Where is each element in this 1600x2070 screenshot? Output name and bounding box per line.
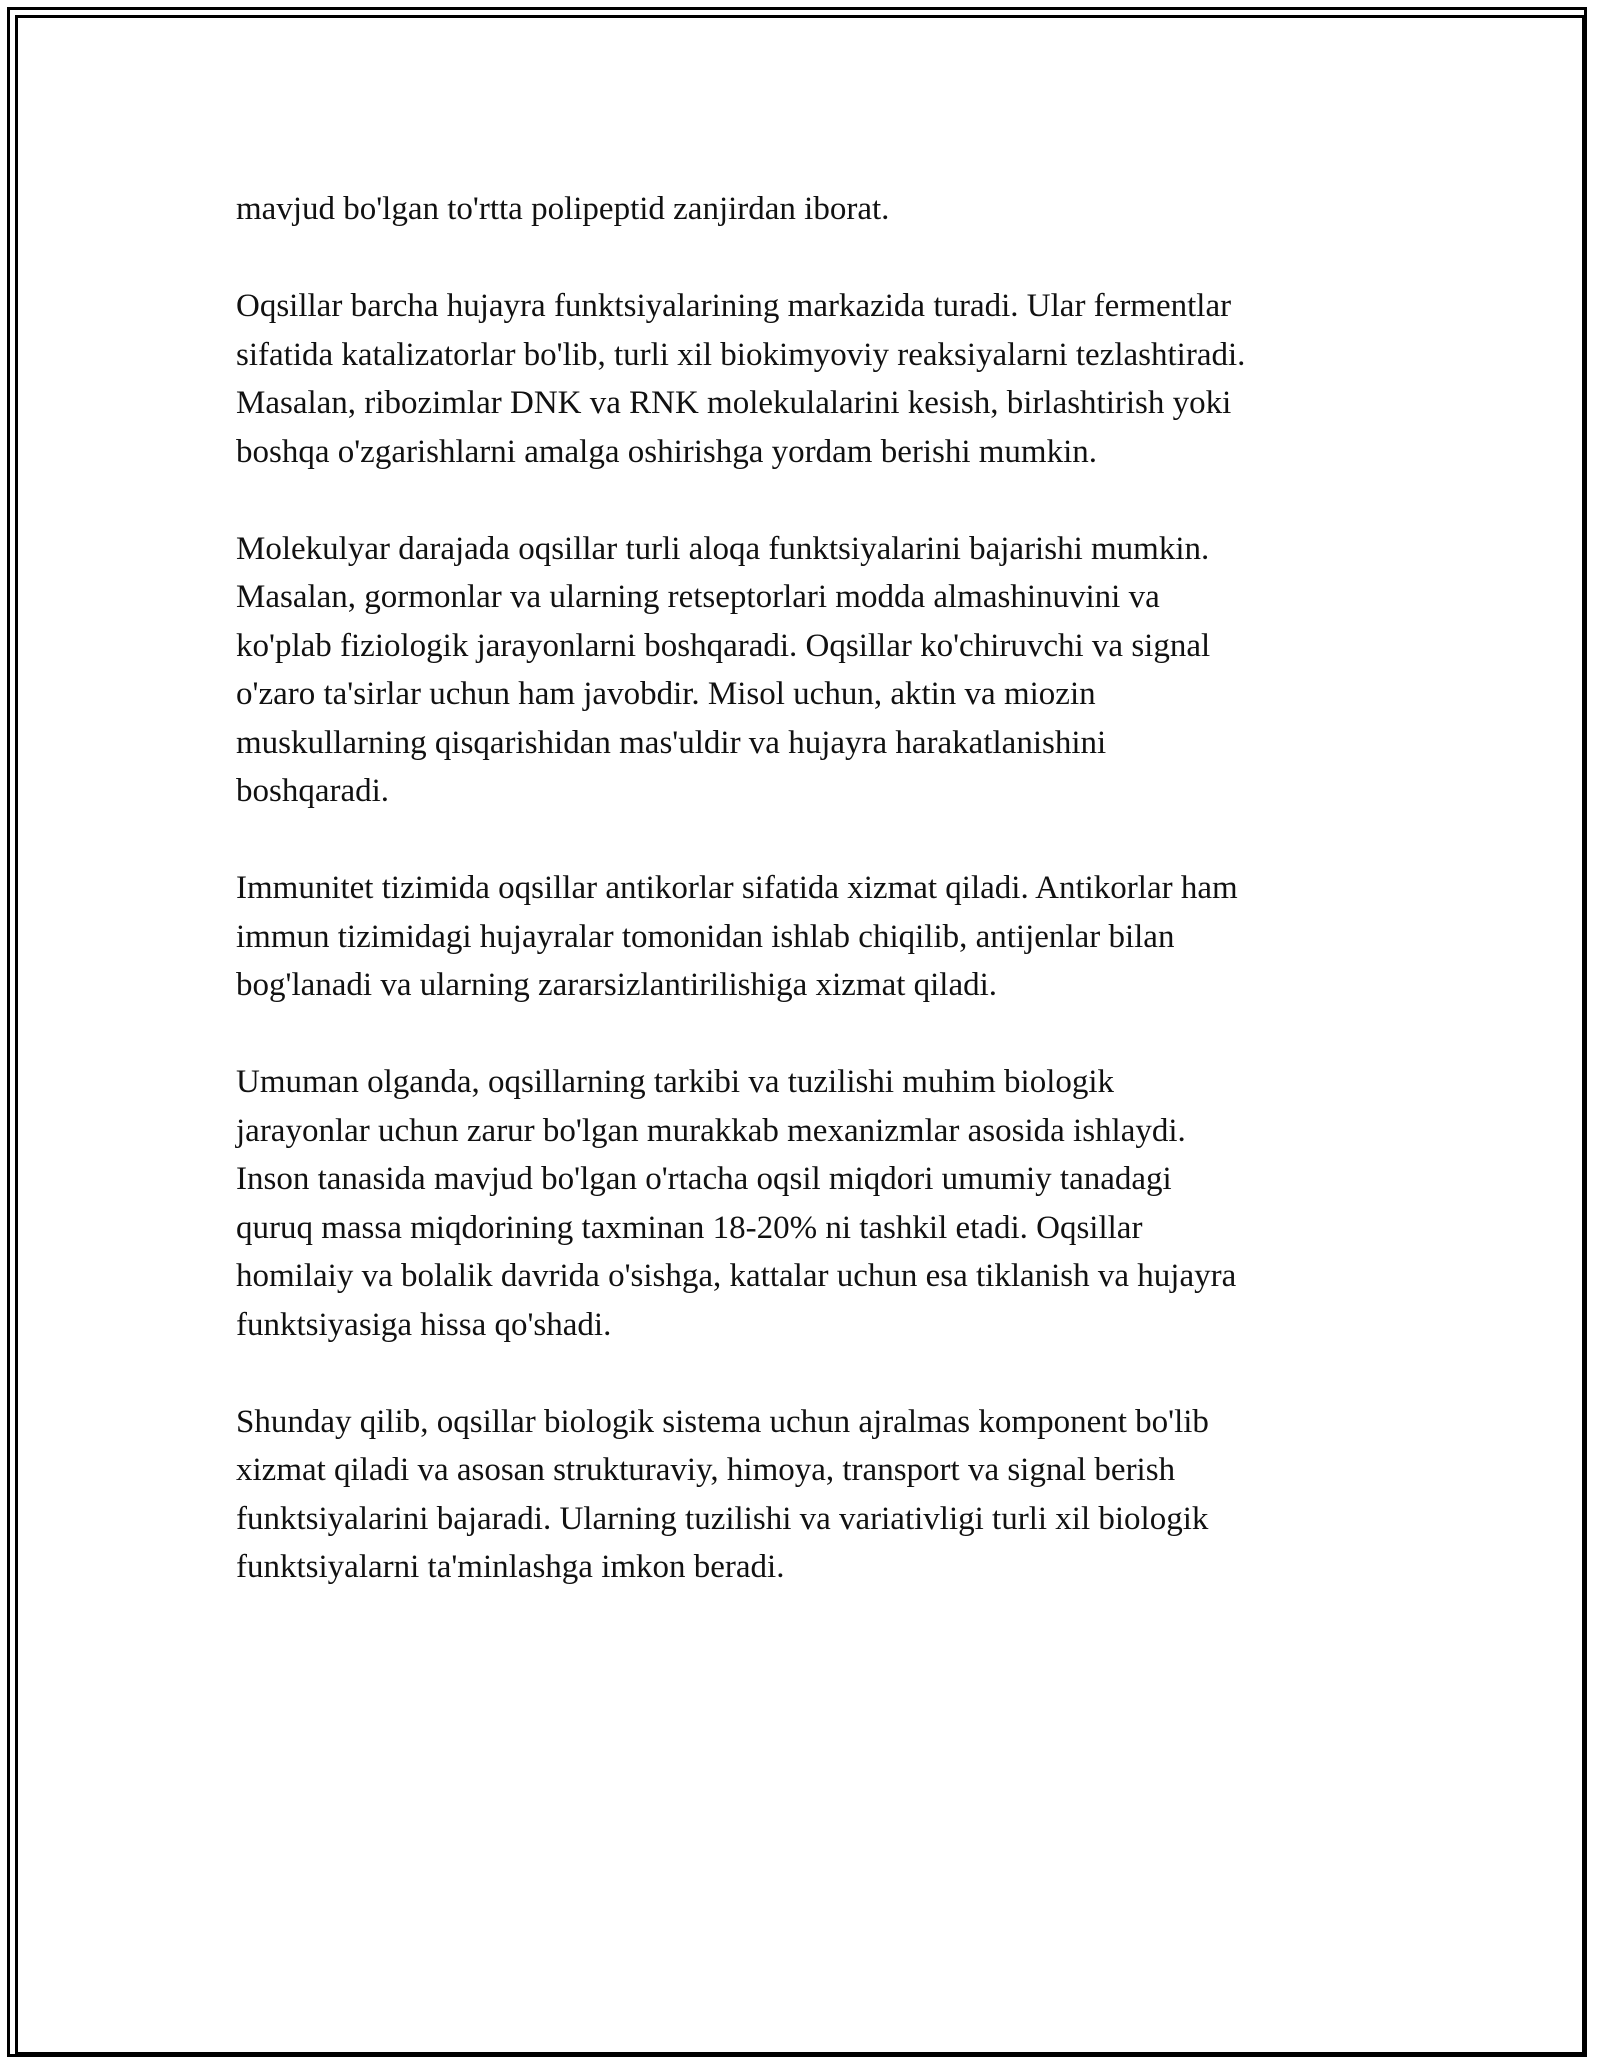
paragraph-2: Oqsillar barcha hujayra funktsiyalarining markazida turadi. Ular fermentlar sifatida katalizatorlar bo'lib, turli xil biokimyoviy reaksiyalarni tezlashtiradi. Masalan, ribozimlar DNK va RNK molekulalarini kesish, birlashtirish yoki boshqa o'zgarishlarni amalga oshirishga yordam berishi mumkin. <box>236 288 1246 470</box>
paragraph-3: Molekulyar darajada oqsillar turli aloqa funktsiyalarini bajarishi mumkin. Masalan, gormonlar va ularning retseptorlari modda almashinuvini va ko'plab fiziologik jarayonlarni boshqaradi. Oqsillar ko'chiruvchi va signal o'zaro ta'sirlar uchun ham javobdir. Misol uchun, aktin va miozin muskullarning qisqarishidan mas'uldir va hujayra harakatlanishini boshqaradi. <box>236 530 1211 809</box>
paragraph-5: Umuman olganda, oqsillarning tarkibi va tuzilishi muhim biologik jarayonlar uchun zarur bo'lgan murakkab mexanizmlar asosida ishlaydi. Inson tanasida mavjud bo'lgan o'rtacha oqsil miqdori umumiy tanadagi quruq massa miqdorining taxminan 18-20% ni tashkil etadi. Oqsillar homilaiy va bolalik davrida o'sishga, kattalar uchun esa tiklanish va hujayra funktsiyasiga hissa qo'shadi. <box>236 1064 1237 1343</box>
paragraph-6: Shunday qilib, oqsillar biologik sistema uchun ajralmas komponent bo'lib xizmat qiladi va asosan strukturaviy, himoya, transport va signal berish funktsiyalarini bajaradi. Ularning tuzilishi va variativligi turli xil biologik funktsiyalarni ta'minlashga imkon beradi. <box>236 1403 1209 1585</box>
paragraph-1: mavjud bo'lgan to'rtta polipeptid zanjirdan iborat. <box>236 191 890 227</box>
paragraph-4: Immunitet tizimida oqsillar antikorlar sifatida xizmat qiladi. Antikorlar ham immun tizimidagi hujayralar tomonidan ishlab chiqilib, antijenlar bilan bog'lanadi va ularning zararsizlantirilishiga xizmat qiladi. <box>236 870 1238 1003</box>
document-body <box>236 185 1366 1640</box>
